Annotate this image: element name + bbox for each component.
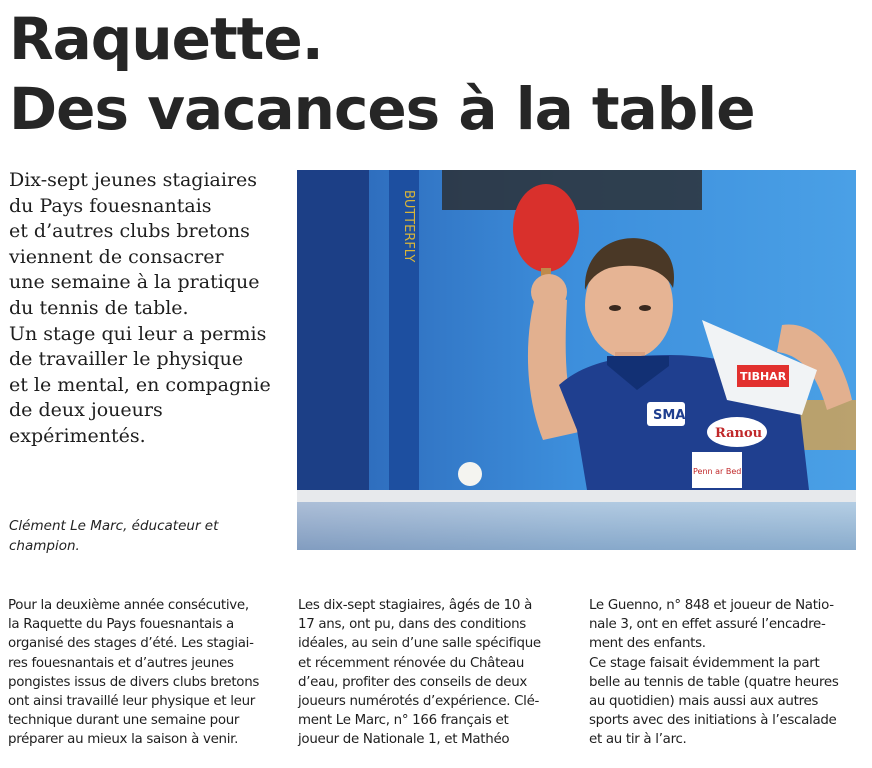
article-column-2 (298, 596, 568, 750)
article-line: ont ainsi travaillé leur physique et leur (8, 694, 255, 710)
article-line: ment Le Marc, n° 166 français et (298, 713, 509, 729)
article-line: et au tir à l’arc. (589, 732, 687, 748)
lead-line: expérimentés. (9, 424, 146, 447)
lead-line: de deux joueurs (9, 399, 163, 422)
shirt-sponsor-text: Ranou (715, 426, 763, 441)
lead-line: de travailler le physique (9, 348, 244, 371)
lead-line: une semaine à la pratique (9, 271, 260, 294)
lead-line: et d’autres clubs bretons (9, 220, 250, 243)
headline-line-1: Raquette. (9, 5, 323, 73)
lead-line: Un stage qui leur a permis (9, 322, 267, 345)
lead-line: du tennis de table. (9, 296, 189, 319)
headline (9, 4, 755, 144)
article-line: ment des enfants. (589, 636, 706, 652)
shirt-brand-text: TIBHAR (740, 370, 787, 383)
left-dark-panel (297, 170, 369, 490)
player-right-eye (639, 305, 651, 311)
ball-icon (458, 462, 482, 486)
article-line: Pour la deuxième année consécutive, (8, 598, 249, 613)
lead-paragraph (9, 168, 294, 450)
article-line: res fouesnantais et d’autres jeunes (8, 655, 234, 671)
article-photo (297, 170, 856, 550)
lead-line: Dix-sept jeunes stagiaires (9, 169, 258, 191)
article-line: d’eau, profiter des conseils de deux (298, 674, 528, 690)
article-column-3 (589, 596, 859, 750)
article-line: préparer au mieux la saison à venir. (8, 732, 239, 748)
article-column-1 (8, 596, 278, 750)
article-line: la Raquette du Pays fouesnantais a (8, 617, 234, 633)
article-line: Le Guenno, n° 848 et joueur de Natio- (589, 598, 834, 613)
lead-line: viennent de consacrer (9, 245, 224, 268)
article-line: et récemment rénovée du Château (298, 655, 525, 671)
article-line: nale 3, ont en effet assuré l’encadre- (589, 617, 826, 633)
article-line: idéales, au sein d’une salle spécifique (298, 636, 541, 652)
net-mesh (297, 502, 856, 550)
article-line: 17 ans, ont pu, dans des conditions (298, 617, 526, 633)
bottom-badge-text: Penn ar Bed (693, 467, 742, 476)
article-line: Ce stage faisait évidemment la part (589, 655, 820, 671)
article-line: belle au tennis de table (quatre heures (589, 674, 839, 690)
article-line: joueur de Nationale 1, et Mathéo (298, 732, 510, 748)
article-line: pongistes issus de divers clubs bretons (8, 674, 260, 690)
headline-line-2: Des vacances à la table (9, 75, 755, 143)
lead-line: du Pays fouesnantais (9, 194, 212, 217)
shirt-badge-text: SMA (653, 408, 686, 423)
article-line: joueurs numérotés d’expérience. Clé- (298, 694, 540, 710)
player-left-eye (609, 305, 621, 311)
article-line: technique durant une semaine pour (8, 713, 240, 729)
article-line: organisé des stages d’été. Les stagiai- (8, 636, 254, 652)
net-top (297, 490, 856, 502)
lead-line: et le mental, en compagnie (9, 373, 271, 396)
photo-caption (9, 516, 289, 556)
banner-text: BUTTERFLY (401, 190, 416, 263)
caption-line-2: champion. (9, 538, 80, 554)
paddle-icon (513, 184, 579, 272)
article-line: Les dix-sept stagiaires, âgés de 10 à (298, 598, 532, 613)
player-fist (531, 274, 567, 310)
article-line: au quotidien) mais aussi aux autres (589, 694, 819, 710)
caption-line-1: Clément Le Marc, éducateur et (9, 518, 219, 534)
article-line: sports avec des initiations à l’escalade (589, 713, 837, 729)
table-tennis-player-illustration (297, 170, 856, 550)
